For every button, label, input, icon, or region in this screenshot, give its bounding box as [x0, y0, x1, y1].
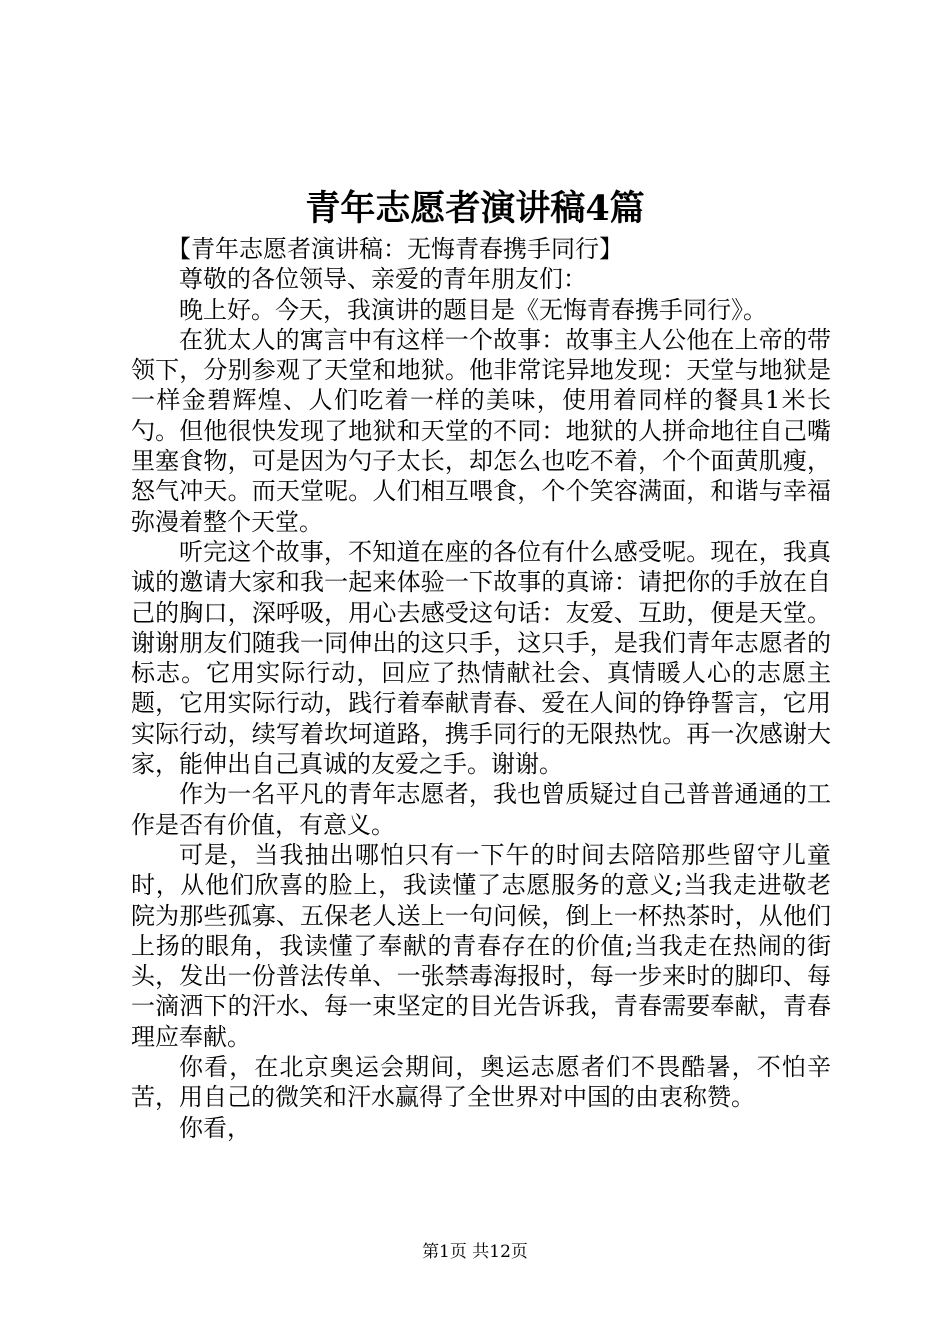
paragraph-doubt: 作为一名平凡的青年志愿者，我也曾质疑过自己普普通通的工作是否有价值，有意义。: [131, 780, 831, 839]
document-title: 青年志愿者演讲稿4篇: [305, 188, 645, 229]
paragraph-olympics: 你看，在北京奥运会期间，奥运志愿者们不畏酷暑，不怕辛苦，用自己的微笑和汗水赢得了全世界对中国的由衷称赞。: [131, 1053, 831, 1112]
paragraph-continuation: 你看，: [179, 1113, 251, 1142]
paragraph-story: 在犹太人的寓言中有这样一个故事：故事主人公他在上帝的带领下，分别参观了天堂和地狱。他非常诧异地发现：天堂与地狱是一样金碧辉煌、人们吃着一样的美味，使用着同样的餐具1米长勺。但他很快发现了地狱和天堂的不同：地狱的人拼命地往自己嘴里塞食物，可是因为勺子太长，却怎么也吃不着，个个面黄肌瘦，怒气冲天。而天堂呢。人们相互喂食，个个笑容满面，和谐与幸福弥漫着整个天堂。: [131, 325, 831, 536]
paragraph-greeting: 晚上好。今天，我演讲的题目是《无悔青春携手同行》。: [179, 295, 767, 324]
paragraph-service: 可是，当我抽出哪怕只有一下午的时间去陪陪那些留守儿童时，从他们欣喜的脸上，我读懂了志愿服务的意义;当我走进敬老院为那些孤寡、五保老人送上一句问候，倒上一杯热茶时，从他们上扬的眼角，我读懂了奉献的青春存在的价值;当我走在热闹的街头，发出一份普法传单、一张禁毒海报时，每一步来时的脚印、每一滴洒下的汗水、每一束坚定的目光告诉我，青春需要奉献，青春理应奉献。: [131, 840, 831, 1051]
paragraph-reflection: 听完这个故事，不知道在座的各位有什么感受呢。现在，我真诚的邀请大家和我一起来体验一下故事的真谛：请把你的手放在自己的胸口，深呼吸，用心去感受这句话：友爱、互助，便是天堂。谢谢朋友们随我一同伸出的这只手，这只手，是我们青年志愿者的标志。它用实际行动，回应了热情献社会、真情暖人心的志愿主题，它用实际行动，践行着奉献青春、爱在人间的铮铮誓言，它用实际行动，续写着坎坷道路，携手同行的无限热忱。再一次感谢大家，能伸出自己真诚的友爱之手。谢谢。: [131, 537, 831, 779]
document-body: [131, 234, 831, 1143]
paragraph-heading: 【青年志愿者演讲稿：无悔青春携手同行】: [167, 235, 623, 263]
paragraph-salutation: 尊敬的各位领导、亲爱的青年朋友们：: [179, 265, 587, 294]
page-number-footer: 第1页 共12页: [422, 1242, 528, 1262]
